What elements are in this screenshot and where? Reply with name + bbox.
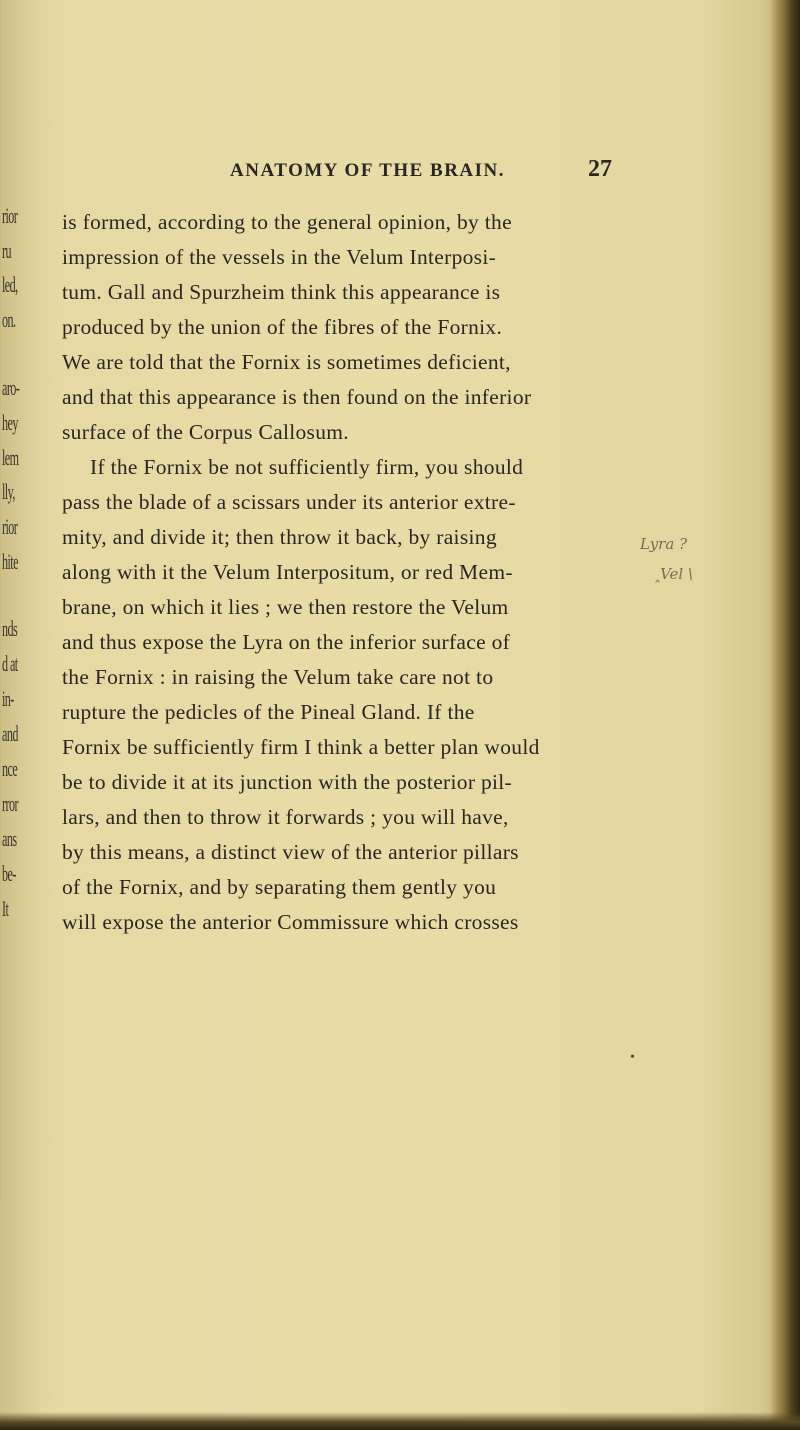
- handwritten-annotation: Lyra ?: [640, 535, 688, 553]
- binding-edge: [770, 0, 800, 1430]
- text-line: of the Fornix, and by separating them gently you: [62, 875, 497, 899]
- page-header: [230, 156, 630, 192]
- text-line: and thus expose the Lyra on the inferior surface of: [62, 630, 511, 654]
- margin-fragment: lly,: [2, 479, 15, 504]
- margin-fragment: on.: [2, 307, 16, 332]
- margin-fragment: and: [2, 721, 18, 746]
- text-line: mity, and divide it; then throw it back, by raising: [62, 525, 497, 549]
- text-line: rupture the pedicles of the Pineal Gland. If the: [62, 700, 475, 724]
- margin-fragment: d at: [2, 651, 18, 676]
- text-line: lars, and then to throw it forwards ; you will have,: [62, 805, 509, 829]
- text-line: Fornix be sufficiently firm I think a better plan would: [62, 735, 540, 759]
- handwritten-annotation: ‸Vel \: [655, 565, 694, 583]
- margin-fragment: ans: [2, 826, 17, 851]
- ink-speck: •: [630, 1050, 635, 1065]
- text-line: brane, on which it lies ; we then restore the Velum: [62, 595, 509, 619]
- margin-fragment: rior: [2, 203, 18, 228]
- text-line: and that this appearance is then found on the inferior: [62, 385, 532, 409]
- text-line: produced by the union of the fibres of the Fornix.: [62, 315, 503, 339]
- text-line: impression of the vessels in the Velum Interposi-: [62, 245, 497, 269]
- text-line: by this means, a distinct view of the anterior pillars: [62, 840, 519, 864]
- text-line: is formed, according to the general opinion, by the: [62, 210, 512, 234]
- margin-fragment: be-: [2, 861, 16, 886]
- text-line: pass the blade of a scissars under its anterior extre-: [62, 490, 516, 514]
- text-line: surface of the Corpus Callosum.: [62, 420, 349, 444]
- text-line: tum. Gall and Spurzheim think this appearance is: [62, 280, 501, 304]
- margin-fragment: hey: [2, 410, 18, 435]
- running-head: ANATOMY OF THE BRAIN.: [230, 160, 506, 181]
- text-line: along with it the Velum Interpositum, or red Mem-: [62, 560, 513, 584]
- page-number: 27: [588, 156, 612, 182]
- margin-fragment: led,: [2, 272, 18, 297]
- text-line: be to divide it at its junction with the posterior pil-: [62, 770, 513, 794]
- text-line: the Fornix : in raising the Velum take care not to: [62, 665, 494, 689]
- margin-fragment: in-: [2, 686, 14, 711]
- margin-fragment: nce: [2, 756, 18, 781]
- margin-fragment: It: [2, 896, 9, 921]
- margin-fragment: ru: [2, 238, 11, 263]
- margin-fragment: aro-: [2, 375, 20, 400]
- margin-fragment: rior: [2, 514, 18, 539]
- paragraph-start-line: If the Fornix be not sufficiently firm, you should: [90, 455, 524, 479]
- body-text: [62, 205, 632, 940]
- previous-page-edge: [0, 0, 38, 1430]
- margin-fragment: hite: [2, 549, 18, 574]
- margin-fragment: rror: [2, 791, 18, 816]
- text-line: We are told that the Fornix is sometimes deficient,: [62, 350, 511, 374]
- margin-fragment: lem: [2, 445, 19, 470]
- margin-fragment: nds: [2, 616, 18, 641]
- page-fold-line: [0, 0, 38, 1200]
- text-line: will expose the anterior Commissure which crosses: [62, 910, 519, 934]
- page-bottom-edge: [0, 1412, 800, 1430]
